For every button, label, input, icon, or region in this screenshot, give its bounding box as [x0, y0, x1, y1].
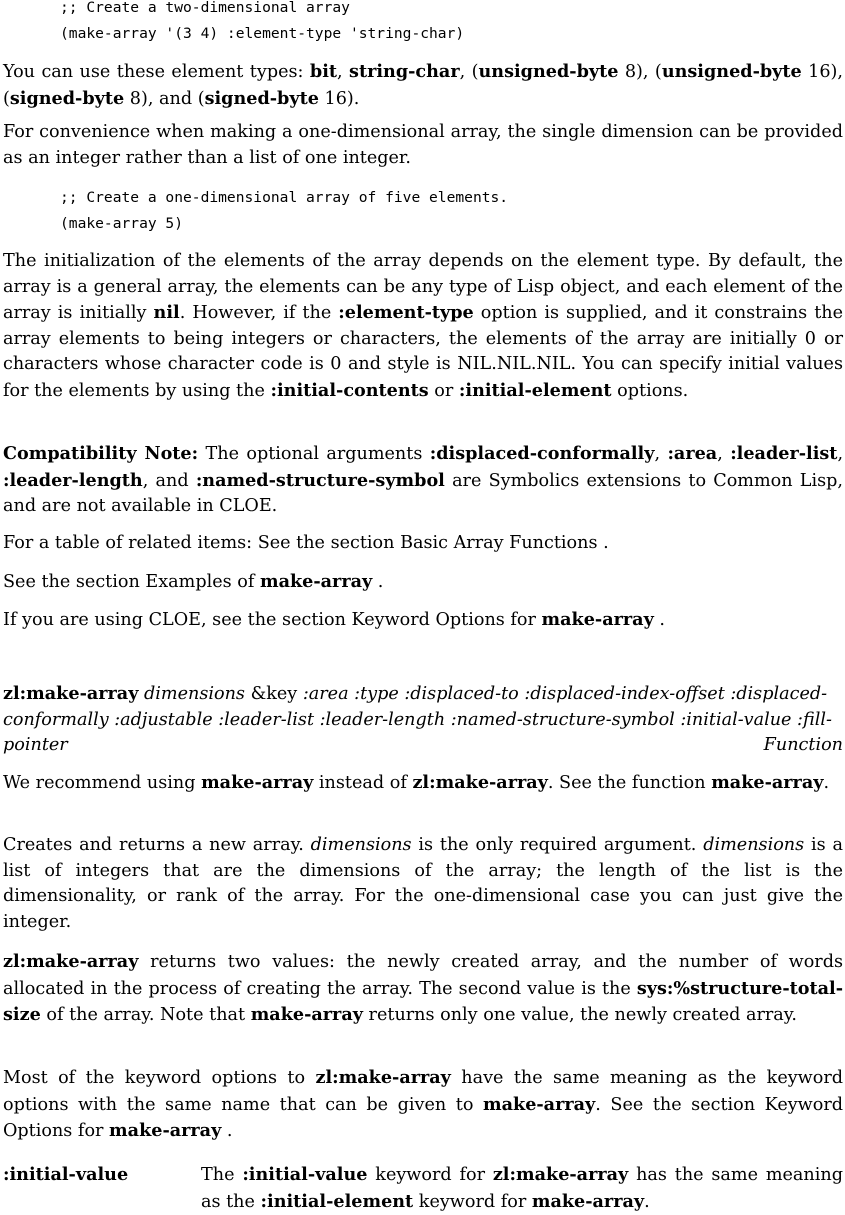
text: is the only required argument. — [411, 835, 704, 855]
keyword: :area — [667, 443, 718, 464]
keyword: :initial-element — [458, 379, 612, 401]
keyword: :initial-element — [260, 1190, 414, 1212]
compatibility-note — [3, 441, 843, 520]
keyword: make-array — [482, 1093, 596, 1115]
function-name: zl:make-array — [3, 683, 139, 704]
text: See the section Examples of — [3, 572, 260, 592]
text: keyword for — [367, 1165, 493, 1185]
text: returns only one value, the newly created array. — [362, 1005, 797, 1026]
text: You can use these element types: — [3, 62, 310, 82]
text: 16), ( — [3, 62, 844, 109]
text: returns two values: the newly created array, and the number of words allocated in the process of creating the array. The second value is the — [3, 952, 843, 999]
text: Creates and returns a new array. — [3, 835, 311, 855]
note-label: Compatibility Note: — [3, 443, 199, 464]
keyword: zl:make-array — [315, 1067, 451, 1088]
keyword: zl:make-array — [412, 772, 548, 793]
option-description — [201, 1162, 843, 1215]
text: , — [837, 444, 844, 464]
lambda-keyword: &key — [250, 684, 298, 704]
keyword-options-paragraph — [3, 1065, 843, 1145]
text: 8), and ( — [124, 88, 205, 109]
initialization-paragraph — [3, 249, 843, 405]
keyword: signed-byte — [204, 87, 319, 109]
function-kind-label: Function — [763, 735, 843, 756]
keyword: :initial-value — [242, 1164, 368, 1185]
text: The — [201, 1165, 243, 1185]
argument: dimensions — [144, 684, 245, 704]
text: instead of — [313, 773, 413, 793]
keyword: make-array — [201, 772, 314, 793]
text: keyword for — [413, 1191, 532, 1212]
keyword: make-array — [711, 772, 824, 793]
keyword: :initial-contents — [270, 379, 429, 401]
keyword: string-char — [349, 61, 460, 82]
text: We recommend using — [3, 773, 202, 793]
keyword: :leader-list — [730, 443, 838, 464]
one-dimensional-paragraph: For convenience when making a one-dimensional array, the single dimension can be provided as an integer rather than a list of one integer. — [3, 122, 843, 168]
text: . However, if the — [179, 303, 339, 324]
text: , — [337, 62, 350, 82]
text: If you are using CLOE, see the section Keyword Options for — [3, 610, 542, 630]
keyword: unsigned-byte — [478, 61, 619, 82]
text: The optional arguments — [198, 444, 430, 464]
keyword: unsigned-byte — [661, 61, 802, 82]
text: For a table of related items: See the section Basic Array Functions . — [3, 533, 609, 553]
code-line: ;; Create a two-dimensional array — [60, 0, 350, 16]
keyword: nil — [153, 302, 180, 324]
text: Most of the keyword options to — [3, 1068, 316, 1088]
keyword: :displaced-conformally — [429, 443, 655, 464]
text: option is supplied, and it constrains the array elements to being integers or characters, the elements of the array are initially 0 or characters whose character code is 0 and style is NIL.NIL.NIL. You can specify initial values for the elements by using the — [3, 303, 844, 401]
text: , — [717, 444, 731, 464]
text: are Symbolics extensions to Common Lisp, and are not available in CLOE. — [3, 470, 843, 517]
text: . See the section Keyword Options for — [3, 1094, 843, 1142]
keyword: :element-type — [338, 302, 474, 324]
option-initial-value — [3, 1162, 843, 1215]
text: 16). — [318, 88, 360, 109]
text: options. — [611, 380, 689, 401]
text: . — [823, 773, 830, 793]
keyword: make-array — [531, 1190, 645, 1212]
text: have the same meaning as the keyword options with the same name that can be given to — [3, 1068, 843, 1115]
option-name: :initial-value — [3, 1164, 129, 1185]
keyword: make-array — [250, 1004, 363, 1026]
text: of the array. Note that — [40, 1005, 251, 1026]
examples-link[interactable] — [3, 569, 383, 596]
text: 8), ( — [618, 62, 662, 82]
keyword: sys:%structure-total-size — [3, 977, 843, 1026]
text: . — [653, 610, 665, 630]
element-types-paragraph — [3, 59, 843, 112]
argument: dimensions — [310, 835, 412, 855]
keyword: :named-structure-symbol — [195, 469, 445, 491]
text: . — [644, 1191, 650, 1212]
cloe-keyword-options-link[interactable] — [3, 607, 665, 634]
code-example-two-dimensional — [3, 0, 464, 47]
argument: dimensions — [703, 835, 805, 855]
recommendation-paragraph — [3, 770, 843, 797]
function-signature — [3, 681, 843, 759]
text: . See the function — [547, 773, 712, 793]
code-line: ;; Create a one-dimensional array of five elements. — [60, 189, 509, 206]
text: , ( — [459, 62, 479, 82]
keyword: make-array — [541, 609, 654, 630]
keyword: zl:make-array — [492, 1164, 629, 1185]
text: , — [654, 444, 668, 464]
text: The initialization of the elements of the array depends on the element type. By default, the array is a general array, the elements can be any type of Lisp object, and each element of the array is initially — [3, 251, 843, 324]
text: . — [372, 572, 384, 592]
keyword: :leader-length — [3, 469, 143, 491]
text: , and — [142, 470, 196, 491]
code-example-one-dimensional — [3, 185, 508, 237]
keyword: make-array — [259, 571, 373, 592]
code-line: (make-array '(3 4) :element-type 'string-char) — [60, 25, 465, 42]
description-paragraph — [3, 833, 843, 935]
keyword: zl:make-array — [3, 951, 139, 972]
related-items-link[interactable] — [3, 531, 609, 557]
code-line: (make-array 5) — [60, 215, 184, 232]
keyword: make-array — [109, 1120, 222, 1142]
return-values-paragraph — [3, 949, 843, 1029]
keyword: bit — [309, 61, 338, 82]
text: or — [428, 380, 459, 401]
keyword: signed-byte — [9, 87, 125, 109]
text: is a list of integers that are the dimensions of the array; the length of the list is the dimensionality, or rank of the array. For the one-dimensional case you can just give the integer. — [3, 835, 843, 932]
keyword-arguments: :area :type :displaced-to :displaced-index-offset :displaced-conformally :adjustable :leader-list :leader-length :named-structure-symbol :initial-value :fill-pointer — [3, 684, 832, 756]
text: . — [221, 1121, 233, 1142]
text: has the same meaning as the — [201, 1165, 843, 1212]
